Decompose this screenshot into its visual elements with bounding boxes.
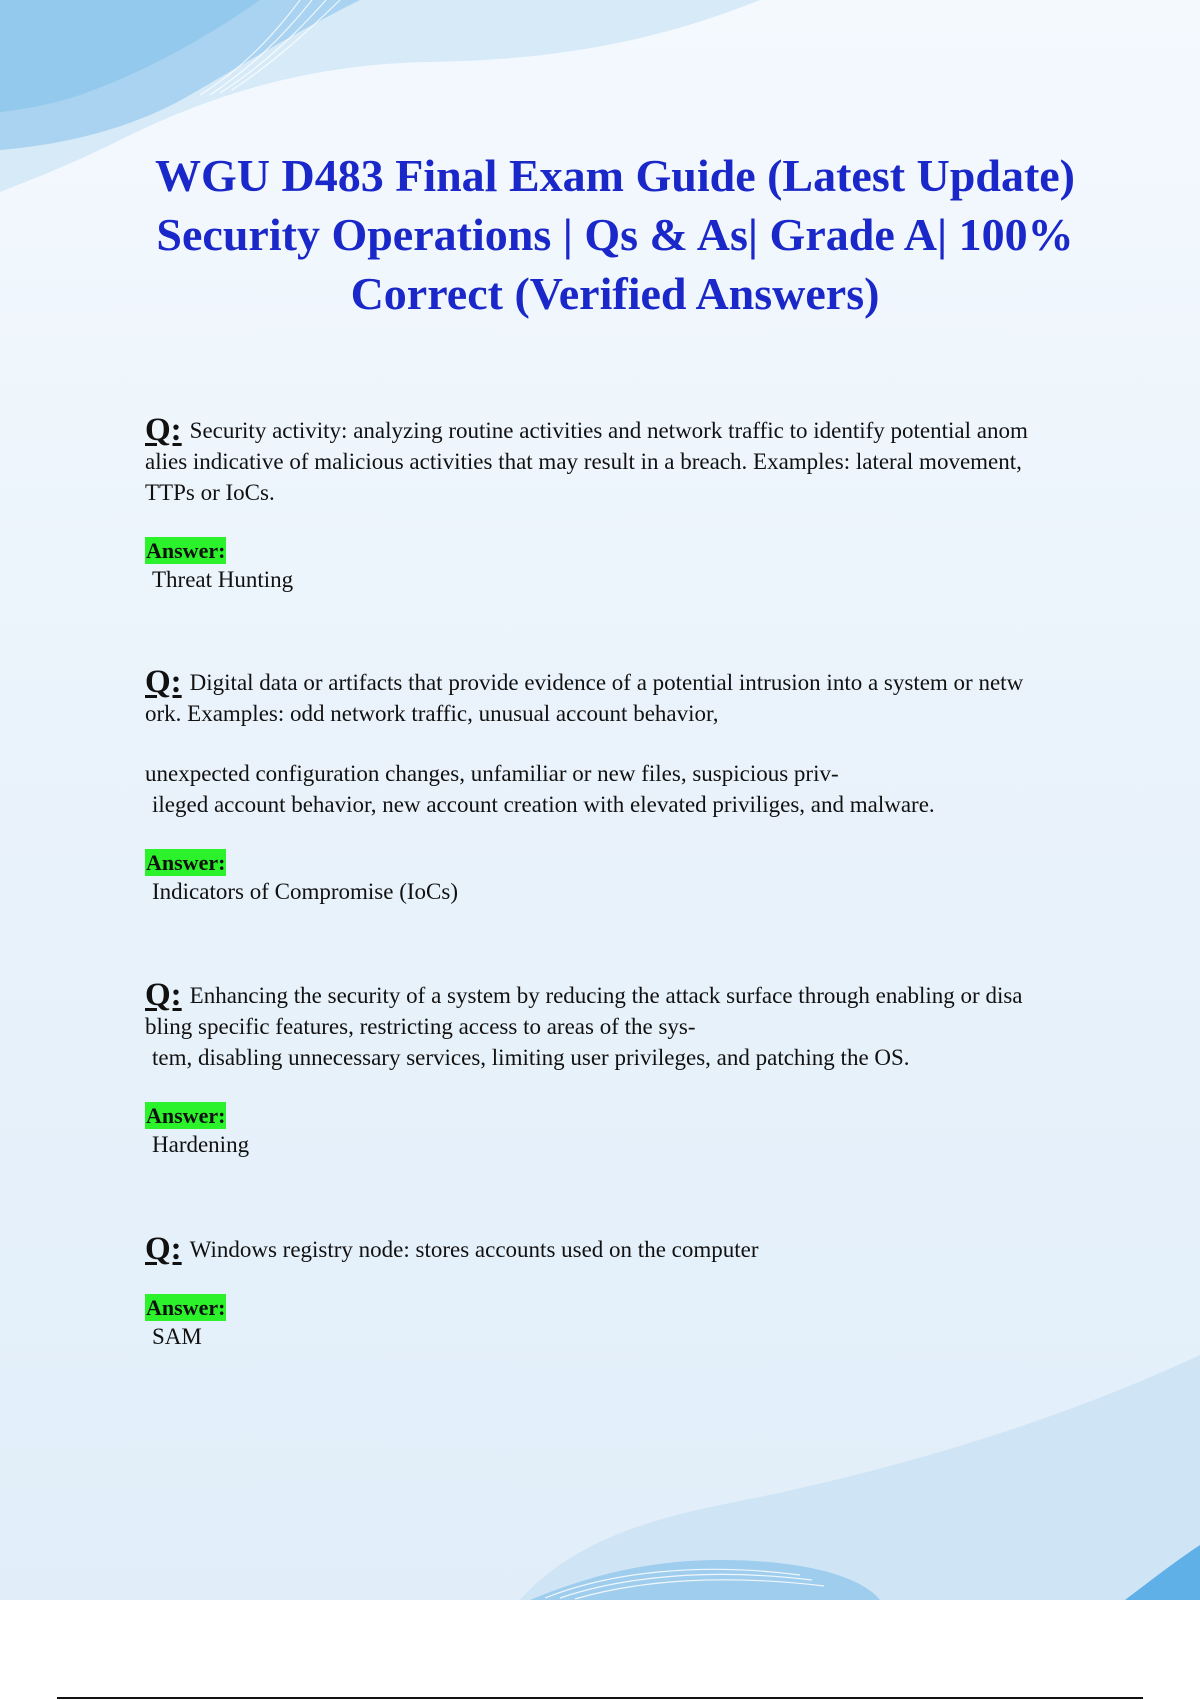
question-label: Q: <box>145 977 182 1013</box>
qa-item <box>145 1231 1085 1352</box>
question-line: Q: Enhancing the security of a system by reducing the attack surface through enabling or disa <box>145 977 1023 1013</box>
document-title: WGU D483 Final Exam Guide (Latest Update) Security Operations | Qs & As| Grade A| 100% Correct (Verified Answers) <box>155 150 1075 319</box>
question-line: ork. Examples: odd network traffic, unusual account behavior, <box>145 701 719 726</box>
qa-item <box>145 977 1085 1160</box>
question-line: Q: Windows registry node: stores accounts used on the computer <box>145 1231 759 1267</box>
qa-item <box>145 664 1085 907</box>
question-line: bling specific features, restricting access to areas of the sys- <box>145 1014 696 1039</box>
question-line: alies indicative of malicious activities that may result in a breach. Examples: lateral movement, <box>145 449 1022 474</box>
answer-text: Threat Hunting <box>152 567 294 592</box>
question-label: Q: <box>145 1231 182 1267</box>
bottom-right-wave-back <box>520 1355 1200 1600</box>
qa-item <box>145 412 1085 595</box>
question-label: Q: <box>145 664 182 700</box>
question-line: Q: Security activity: analyzing routine activities and network traffic to identify potential anom <box>145 412 1028 448</box>
question-line: Q: Digital data or artifacts that provide evidence of a potential intrusion into a system or netw <box>145 664 1024 700</box>
question-line: unexpected configuration changes, unfamiliar or new files, suspicious priv- <box>145 761 839 786</box>
question-line: tem, disabling unnecessary services, limiting user privileges, and patching the OS. <box>152 1045 910 1070</box>
answer-label: Answer: <box>146 1103 226 1128</box>
question-label: Q: <box>145 412 182 448</box>
answer-label: Answer: <box>146 1295 226 1320</box>
footer-divider <box>57 1697 1143 1699</box>
answer-label: Answer: <box>146 850 226 875</box>
answer-text: Indicators of Compromise (IoCs) <box>152 879 458 904</box>
answer-text: SAM <box>152 1324 202 1349</box>
question-line: ileged account behavior, new account creation with elevated priviliges, and malware. <box>152 792 935 817</box>
answer-text: Hardening <box>152 1132 250 1157</box>
question-line: TTPs or IoCs. <box>145 480 275 505</box>
answer-label: Answer: <box>146 538 226 563</box>
